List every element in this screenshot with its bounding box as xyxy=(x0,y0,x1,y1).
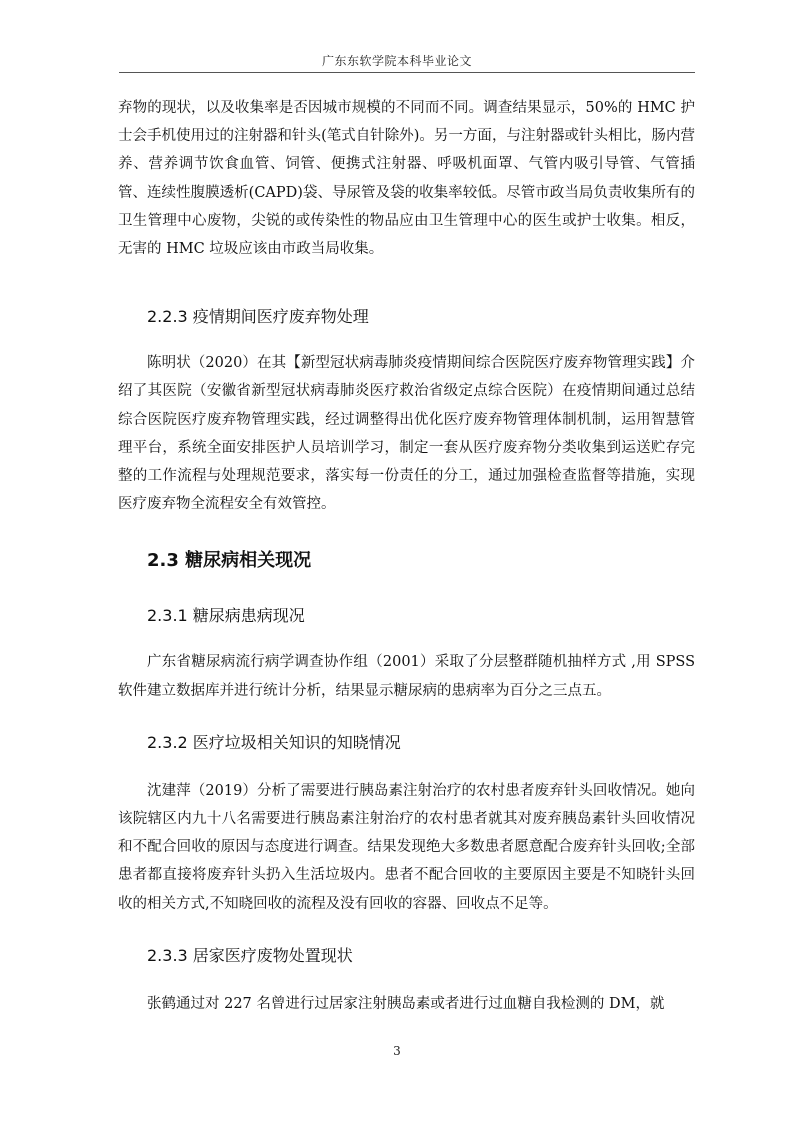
page-number: 3 xyxy=(393,1044,401,1058)
heading-2-3-2: 2.3.2 医疗垃圾相关知识的知晓情况 xyxy=(147,732,401,752)
page-header: 广东东软学院本科毕业论文 xyxy=(321,54,472,68)
paragraph-needle-recovery: 沈建萍（2019）分析了需要进行胰岛素注射治疗的农村患者废弃针头回收情况。她向该院辖区内九十八名需要进行胰岛素注射治疗的农村患者就其对废弃胰岛素针头回收情况和不配合回收的原因与态度进行调查。结果发现绝大多数患者愿意配合废弃针头回收;全部患者都直接将废弃针头扔入生活垃圾内。患者不配合回收的主要原因主要是不知晓针头回收的相关方式,不知晓回收的流程及没有回收的容器、回收点不足等。 xyxy=(118,782,695,912)
paragraph-home-waste: 张鹤通过对 227 名曾进行过居家注射胰岛素或者进行过血糖自我检测的 DM，就 xyxy=(147,995,665,1012)
heading-2-3-1: 2.3.1 糖尿病患病现况 xyxy=(147,606,305,626)
document-body xyxy=(118,94,695,1018)
heading-2-2-3: 2.2.3 疫情期间医疗废弃物处理 xyxy=(147,307,369,327)
heading-2-3-3: 2.3.3 居家医疗废物处置现状 xyxy=(147,945,353,965)
paragraph-hmc-collection: 弃物的现状，以及收集率是否因城市规模的不同而不同。调查结果显示，50%的 HMC 护士会手机使用过的注射器和针头(笔式自针除外)。另一方面，与注射器或针头相比，肠内营养、营养调节饮食血管、饲管、便携式注射器、呼吸机面罩、气管内吸引导管、气管插管、连续性腹膜透析(CAPD)袋、导尿管及袋的收集率较低。尽管市政当局负责收集所有的卫生管理中心废物，尖锐的或传染性的物品应由卫生管理中心的医生或护士收集。相反，无害的 HMC 垃圾应该由市政当局收集。 xyxy=(118,100,695,258)
paragraph-pandemic-waste: 陈明状（2020）在其【新型冠状病毒肺炎疫情期间综合医院医疗废弃物管理实践】介绍了其医院（安徽省新型冠状病毒肺炎医疗救治省级定点综合医院）在疫情期间通过总结综合医院医疗废弃物管理实践，经过调整得出优化医疗废弃物管理体制机制，运用智慧管理平台，系统全面安排医护人员培训学习，制定一套从医疗废弃物分类收集到运送贮存完整的工作流程与处理规范要求，落实每一份责任的分工，通过加强检查监督等措施，实现医疗废弃物全流程安全有效管控。 xyxy=(118,355,695,513)
header-divider xyxy=(119,72,695,73)
heading-2-3: 2.3 糖尿病相关现况 xyxy=(147,550,312,572)
paragraph-diabetes-prevalence: 广东省糖尿病流行病学调查协作组（2001）采取了分层整群随机抽样方式 ,用 SPSS 软件建立数据库并进行统计分析，结果显示糖尿病的患病率为百分之三点五。 xyxy=(118,654,695,699)
